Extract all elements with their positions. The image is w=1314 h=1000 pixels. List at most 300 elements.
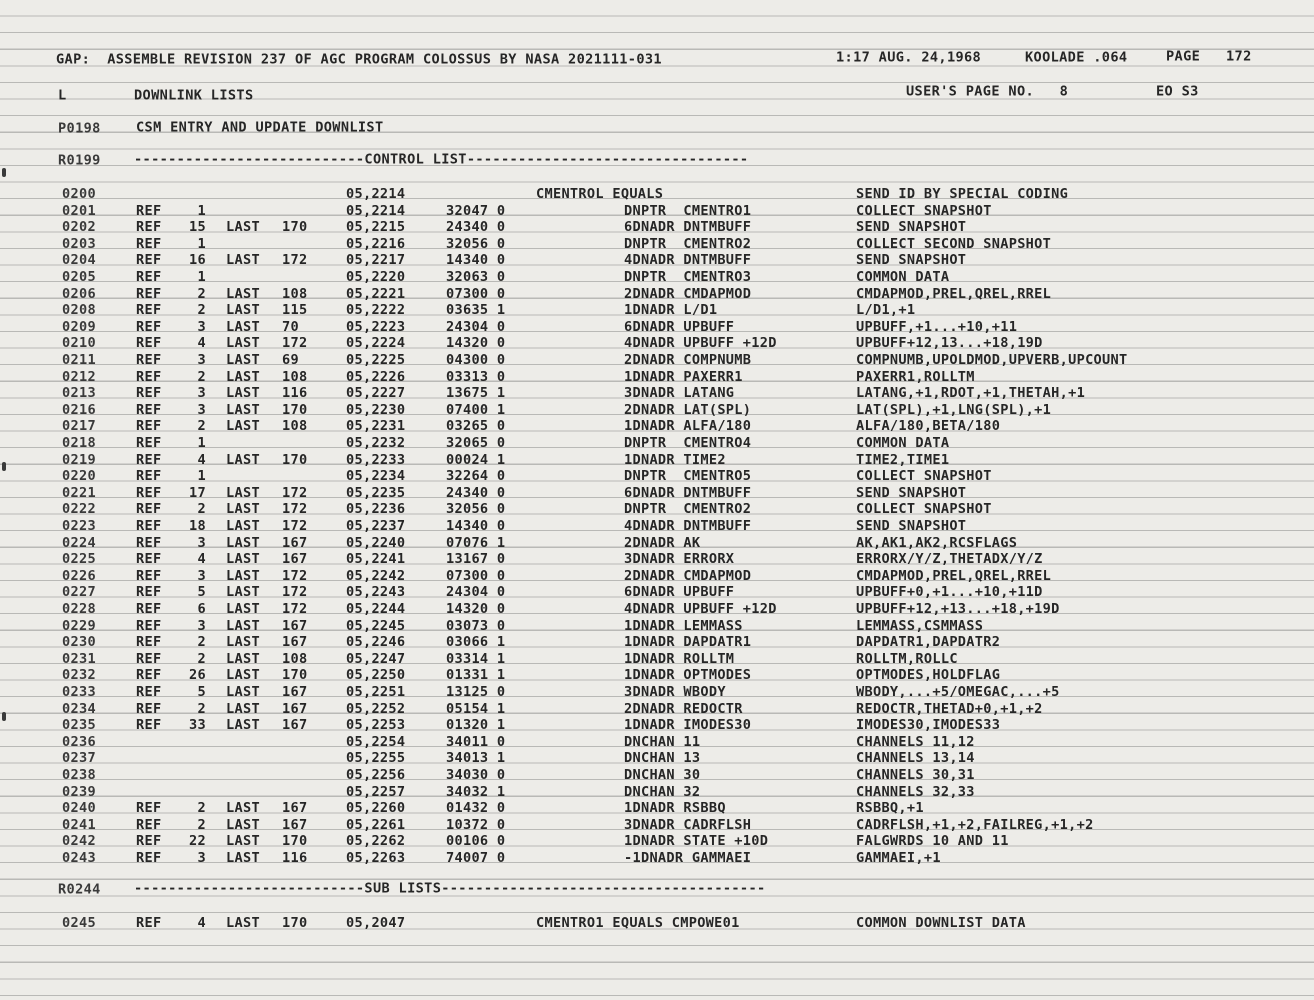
ref-keyword: REF	[136, 235, 162, 252]
last-page: 167	[282, 634, 308, 651]
downlist-title: CSM ENTRY AND UPDATE DOWNLIST	[136, 120, 384, 136]
octal-word: 04300 0	[446, 352, 506, 368]
comment: CADRFLSH,+1,+2,FAILREG,+1,+2	[856, 816, 1094, 833]
opcode-operand: 1DNADR DAPDATR1	[624, 634, 752, 651]
address: 05,2227	[346, 385, 406, 402]
address: 05,2047	[346, 915, 406, 931]
line-number: R0199	[58, 153, 101, 169]
ref-count: 2	[197, 816, 206, 833]
comment: COLLECT SNAPSHOT	[856, 501, 992, 518]
line-number: 0203	[62, 235, 96, 252]
comment: SEND SNAPSHOT	[856, 518, 967, 534]
address: 05,2241	[346, 551, 406, 568]
octal-word: 24304 0	[446, 318, 506, 335]
last-page: 167	[282, 816, 308, 833]
octal-word: 07300 0	[446, 285, 506, 302]
last-page: 167	[282, 551, 308, 568]
opcode-operand: 2DNADR CMDAPMOD	[624, 285, 752, 302]
opcode-operand: 3DNADR LATANG	[624, 385, 735, 402]
opcode-operand: 3DNADR WBODY	[624, 684, 726, 700]
last-page: 69	[282, 352, 299, 368]
table-row	[0, 302, 1314, 319]
last-page: 115	[282, 302, 308, 319]
last-keyword: LAST	[226, 584, 260, 601]
address: 05,2254	[346, 733, 406, 750]
address: 05,2250	[346, 667, 406, 684]
ref-count: 17	[189, 484, 206, 501]
octal-word: 01331 1	[446, 667, 506, 684]
address: 05,2214	[346, 202, 406, 219]
line-number: P0198	[58, 121, 101, 137]
last-keyword: LAST	[226, 368, 260, 385]
octal-word: 03314 1	[446, 650, 506, 667]
table-row	[0, 203, 1314, 220]
octal-word: 32047 0	[446, 202, 506, 219]
table-row	[0, 286, 1314, 303]
opcode-operand: 1DNADR PAXERR1	[624, 368, 743, 385]
table-row	[0, 833, 1314, 850]
address: 05,2220	[346, 269, 406, 285]
opcode-operand: 1DNADR RSBBQ	[624, 800, 726, 817]
opcode-operand: DNPTR CMENTRO2	[624, 501, 752, 518]
last-page: 172	[282, 584, 308, 601]
octal-word: 07400 1	[446, 401, 506, 418]
header-assembly-line: GAP: ASSEMBLE REVISION 237 OF AGC PROGRAM COLOSSUS BY NASA 2021111-031	[56, 52, 662, 68]
ref-count: 18	[189, 518, 206, 534]
ref-keyword: REF	[136, 800, 162, 817]
line-number: 0243	[62, 850, 96, 866]
last-keyword: LAST	[226, 700, 260, 717]
comment: PAXERR1,ROLLTM	[856, 368, 975, 385]
ref-keyword: REF	[136, 219, 162, 236]
last-page: 167	[282, 700, 308, 717]
ref-keyword: REF	[136, 202, 162, 219]
opcode-operand: 4DNADR UPBUFF +12D	[624, 601, 777, 617]
address: 05,2217	[346, 252, 406, 269]
comment: DAPDATR1,DAPDATR2	[856, 634, 1001, 651]
address: 05,2224	[346, 335, 406, 352]
comment: COLLECT SECOND SNAPSHOT	[856, 235, 1052, 252]
last-keyword: LAST	[226, 800, 260, 817]
last-keyword: LAST	[226, 634, 260, 651]
comment: IMODES30,IMODES33	[856, 717, 1001, 734]
table-row	[0, 601, 1314, 618]
header-timestamp: 1:17 AUG. 24,1968	[836, 50, 982, 66]
ref-keyword: REF	[136, 584, 162, 601]
table-row	[0, 651, 1314, 668]
ref-count: 2	[197, 650, 206, 667]
octal-word: 03635 1	[446, 302, 506, 319]
line-number: 0204	[62, 252, 96, 269]
opcode-operand: DNPTR CMENTRO2	[624, 235, 752, 252]
ref-keyword: REF	[136, 850, 162, 866]
ref-count: 2	[197, 800, 206, 817]
address: 05,2216	[346, 235, 406, 252]
line-number: 0238	[62, 767, 96, 783]
opcode-operand: 1DNADR L/D1	[624, 302, 718, 319]
ref-count: 2	[197, 302, 206, 319]
line-number: 0213	[62, 385, 96, 402]
line-number: 0222	[62, 501, 96, 518]
ref-keyword: REF	[136, 385, 162, 402]
last-keyword: LAST	[226, 252, 260, 269]
last-keyword: LAST	[226, 335, 260, 352]
last-page: 172	[282, 518, 308, 534]
table-row	[0, 850, 1314, 867]
opcode-operand: 4DNADR UPBUFF +12D	[624, 335, 777, 352]
address: 05,2236	[346, 501, 406, 518]
header-page-label: PAGE	[1166, 49, 1201, 65]
octal-word: 32264 0	[446, 468, 506, 485]
header-line-marker: L	[58, 88, 67, 104]
label-statement: CMENTROL EQUALS	[536, 186, 664, 202]
line-number: 0223	[62, 518, 96, 534]
address: 05,2225	[346, 352, 406, 368]
ref-count: 1	[197, 435, 206, 451]
table-row	[0, 568, 1314, 585]
table-row	[0, 551, 1314, 568]
octal-word: 13125 0	[446, 684, 506, 700]
line-number: 0232	[62, 667, 96, 684]
users-page-number: USER'S PAGE NO. 8	[906, 84, 1069, 100]
ref-keyword: REF	[136, 352, 162, 368]
last-page: 170	[282, 667, 308, 684]
octal-word: 74007 0	[446, 850, 506, 866]
last-page: 172	[282, 501, 308, 518]
last-keyword: LAST	[226, 551, 260, 568]
comment: UPBUFF+12,+13...+18,+19D	[856, 601, 1060, 617]
opcode-operand: 4DNADR DNTMBUFF	[624, 518, 752, 534]
last-page: 172	[282, 484, 308, 501]
ref-count: 16	[189, 252, 206, 269]
opcode-operand: 1DNADR STATE +10D	[624, 833, 769, 850]
octal-word: 00106 0	[446, 833, 506, 850]
octal-word: 32056 0	[446, 501, 506, 518]
comment: ROLLTM,ROLLC	[856, 650, 958, 667]
ref-count: 26	[189, 667, 206, 684]
ref-count: 3	[197, 567, 206, 584]
ref-count: 1	[197, 202, 206, 219]
line-number: 0227	[62, 584, 96, 601]
label-statement: CMENTRO1 EQUALS CMPOWE01	[536, 915, 740, 931]
octal-word: 14320 0	[446, 335, 506, 352]
line-number: 0237	[62, 750, 96, 767]
control-list-separator: ---------------------------CONTROL LIST---------------------------------	[134, 152, 749, 168]
last-keyword: LAST	[226, 534, 260, 551]
ref-keyword: REF	[136, 667, 162, 684]
octal-word: 32063 0	[446, 269, 506, 285]
last-page: 108	[282, 285, 308, 302]
ref-count: 2	[197, 285, 206, 302]
last-keyword: LAST	[226, 352, 260, 368]
opcode-operand: DNPTR CMENTRO3	[624, 269, 752, 285]
ref-count: 33	[189, 717, 206, 734]
last-keyword: LAST	[226, 484, 260, 501]
line-number: 0235	[62, 717, 96, 734]
last-page: 170	[282, 401, 308, 418]
table-row	[0, 800, 1314, 817]
ref-count: 4	[197, 451, 206, 468]
last-page: 172	[282, 567, 308, 584]
address: 05,2243	[346, 584, 406, 601]
eo-code: EO S3	[1156, 84, 1199, 100]
last-keyword: LAST	[226, 650, 260, 667]
table-row	[0, 817, 1314, 834]
last-page: 167	[282, 534, 308, 551]
line-number: 0220	[62, 468, 96, 485]
section-title: DOWNLINK LISTS	[134, 88, 254, 104]
octal-word: 34030 0	[446, 767, 506, 783]
table-row	[0, 236, 1314, 253]
last-page: 70	[282, 318, 299, 335]
last-keyword: LAST	[226, 401, 260, 418]
table-row	[0, 784, 1314, 801]
ref-keyword: REF	[136, 302, 162, 319]
address: 05,2251	[346, 684, 406, 700]
table-row	[0, 734, 1314, 751]
address: 05,2232	[346, 435, 406, 451]
last-page: 167	[282, 717, 308, 734]
last-keyword: LAST	[226, 915, 260, 931]
ref-keyword: REF	[136, 634, 162, 651]
header-page-number: 172	[1226, 49, 1252, 65]
table-row	[0, 750, 1314, 767]
table-row	[0, 915, 1314, 932]
opcode-operand: 3DNADR CADRFLSH	[624, 816, 752, 833]
table-row	[0, 269, 1314, 286]
address: 05,2231	[346, 418, 406, 435]
line-number: 0212	[62, 368, 96, 385]
comment: ERRORX/Y/Z,THETADX/Y/Z	[856, 551, 1043, 568]
line-number: 0202	[62, 219, 96, 236]
comment: FALGWRDS 10 AND 11	[856, 833, 1009, 850]
last-keyword: LAST	[226, 501, 260, 518]
opcode-operand: -1DNADR GAMMAEI	[624, 850, 752, 866]
line-number: 0236	[62, 733, 96, 750]
comment: CHANNELS 30,31	[856, 767, 975, 783]
table-row	[0, 468, 1314, 485]
ref-count: 1	[197, 269, 206, 285]
last-keyword: LAST	[226, 219, 260, 236]
comment: L/D1,+1	[856, 302, 916, 319]
ref-keyword: REF	[136, 816, 162, 833]
last-page: 108	[282, 650, 308, 667]
ref-keyword: REF	[136, 551, 162, 568]
line-number: 0233	[62, 684, 96, 700]
last-keyword: LAST	[226, 518, 260, 534]
address: 05,2253	[346, 717, 406, 734]
ref-keyword: REF	[136, 915, 162, 931]
opcode-operand: DNPTR CMENTRO5	[624, 468, 752, 485]
table-row	[0, 219, 1314, 236]
comment: AK,AK1,AK2,RCSFLAGS	[856, 534, 1018, 551]
line-number: 0206	[62, 285, 96, 302]
last-page: 172	[282, 252, 308, 269]
ref-count: 3	[197, 617, 206, 634]
last-page: 167	[282, 800, 308, 817]
table-row	[0, 402, 1314, 419]
octal-word: 32065 0	[446, 435, 506, 451]
line-number: 0239	[62, 783, 96, 800]
address: 05,2226	[346, 368, 406, 385]
ref-keyword: REF	[136, 285, 162, 302]
comment: COMMON DATA	[856, 435, 950, 451]
octal-word: 03073 0	[446, 617, 506, 634]
last-keyword: LAST	[226, 833, 260, 850]
line-number: 0205	[62, 269, 96, 285]
line-number: 0224	[62, 534, 96, 551]
last-keyword: LAST	[226, 302, 260, 319]
last-page: 170	[282, 451, 308, 468]
octal-word: 07076 1	[446, 534, 506, 551]
line-number: R0244	[58, 882, 101, 898]
ref-count: 22	[189, 833, 206, 850]
table-row	[0, 385, 1314, 402]
comment: COLLECT SNAPSHOT	[856, 468, 992, 485]
opcode-operand: 3DNADR ERRORX	[624, 551, 735, 568]
ref-count: 4	[197, 551, 206, 568]
ref-keyword: REF	[136, 717, 162, 734]
comment: COLLECT SNAPSHOT	[856, 202, 992, 219]
address: 05,2242	[346, 567, 406, 584]
opcode-operand: DNCHAN 11	[624, 733, 701, 750]
ref-count: 2	[197, 418, 206, 435]
table-row	[0, 352, 1314, 369]
octal-word: 10372 0	[446, 816, 506, 833]
octal-word: 01432 0	[446, 800, 506, 817]
address: 05,2222	[346, 302, 406, 319]
ref-keyword: REF	[136, 501, 162, 518]
line-number: 0221	[62, 484, 96, 501]
octal-word: 34032 1	[446, 783, 506, 800]
comment: REDOCTR,THETAD+0,+1,+2	[856, 700, 1043, 717]
octal-word: 34013 1	[446, 750, 506, 767]
address: 05,2215	[346, 219, 406, 236]
last-keyword: LAST	[226, 684, 260, 700]
punch-hole	[2, 168, 6, 177]
address: 05,2237	[346, 518, 406, 534]
opcode-operand: 6DNADR UPBUFF	[624, 318, 735, 335]
line-number: 0209	[62, 318, 96, 335]
comment: CMDAPMOD,PREL,QREL,RREL	[856, 285, 1052, 302]
table-row	[0, 535, 1314, 552]
ref-keyword: REF	[136, 484, 162, 501]
octal-word: 03066 1	[446, 634, 506, 651]
opcode-operand: DNPTR CMENTRO1	[624, 202, 752, 219]
table-row	[0, 369, 1314, 386]
ref-keyword: REF	[136, 601, 162, 617]
table-row	[0, 435, 1314, 452]
last-page: 116	[282, 850, 308, 866]
comment: SEND SNAPSHOT	[856, 219, 967, 236]
opcode-operand: 6DNADR DNTMBUFF	[624, 219, 752, 236]
opcode-operand: 2DNADR LAT(SPL)	[624, 401, 752, 418]
ref-keyword: REF	[136, 435, 162, 451]
ref-keyword: REF	[136, 468, 162, 485]
line-number: 0231	[62, 650, 96, 667]
comment: UPBUFF,+1...+10,+11	[856, 318, 1018, 335]
table-row	[0, 767, 1314, 784]
table-row	[0, 717, 1314, 734]
comment: LEMMASS,CSMMASS	[856, 617, 984, 634]
comment: COMMON DATA	[856, 269, 950, 285]
comment: CHANNELS 32,33	[856, 783, 975, 800]
line-number: 0219	[62, 451, 96, 468]
ref-keyword: REF	[136, 252, 162, 269]
opcode-operand: 6DNADR DNTMBUFF	[624, 484, 752, 501]
last-keyword: LAST	[226, 850, 260, 866]
last-keyword: LAST	[226, 567, 260, 584]
comment: LAT(SPL),+1,LNG(SPL),+1	[856, 401, 1052, 418]
table-row	[0, 186, 1314, 203]
opcode-operand: 6DNADR UPBUFF	[624, 584, 735, 601]
table-row	[0, 684, 1314, 701]
octal-word: 24340 0	[446, 219, 506, 236]
ref-keyword: REF	[136, 617, 162, 634]
sub-lists-separator: ---------------------------SUB LISTS--------------------------------------	[134, 881, 766, 897]
line-number: 0241	[62, 816, 96, 833]
ref-keyword: REF	[136, 833, 162, 850]
line-number: 0201	[62, 202, 96, 219]
line-number: 0226	[62, 567, 96, 584]
address: 05,2263	[346, 850, 406, 866]
comment: LATANG,+1,RDOT,+1,THETAH,+1	[856, 385, 1086, 402]
octal-word: 24304 0	[446, 584, 506, 601]
table-row	[0, 634, 1314, 651]
ref-keyword: REF	[136, 518, 162, 534]
opcode-operand: DNCHAN 30	[624, 767, 701, 783]
ref-count: 2	[197, 501, 206, 518]
octal-word: 32056 0	[446, 235, 506, 252]
ref-count: 4	[197, 915, 206, 931]
address: 05,2257	[346, 783, 406, 800]
address: 05,2261	[346, 816, 406, 833]
ref-count: 2	[197, 700, 206, 717]
line-number: 0228	[62, 601, 96, 617]
octal-word: 03313 0	[446, 368, 506, 385]
octal-word: 34011 0	[446, 733, 506, 750]
octal-word: 07300 0	[446, 567, 506, 584]
address: 05,2234	[346, 468, 406, 485]
ref-count: 1	[197, 468, 206, 485]
address: 05,2246	[346, 634, 406, 651]
line-number: 0234	[62, 700, 96, 717]
ref-count: 4	[197, 335, 206, 352]
line-number: 0230	[62, 634, 96, 651]
address: 05,2235	[346, 484, 406, 501]
ref-keyword: REF	[136, 534, 162, 551]
comment: SEND SNAPSHOT	[856, 252, 967, 269]
address: 05,2240	[346, 534, 406, 551]
octal-word: 03265 0	[446, 418, 506, 435]
ref-count: 15	[189, 219, 206, 236]
ref-keyword: REF	[136, 318, 162, 335]
address: 05,2260	[346, 800, 406, 817]
last-page: 170	[282, 833, 308, 850]
last-keyword: LAST	[226, 816, 260, 833]
comment: TIME2,TIME1	[856, 451, 950, 468]
ref-count: 3	[197, 385, 206, 402]
address: 05,2223	[346, 318, 406, 335]
opcode-operand: 2DNADR CMDAPMOD	[624, 567, 752, 584]
line-number: 0240	[62, 800, 96, 817]
comment: COMMON DOWNLIST DATA	[856, 915, 1026, 931]
address: 05,2245	[346, 617, 406, 634]
ref-count: 2	[197, 368, 206, 385]
line-number: 0200	[62, 186, 96, 202]
opcode-operand: 1DNADR LEMMASS	[624, 617, 743, 634]
last-keyword: LAST	[226, 385, 260, 402]
